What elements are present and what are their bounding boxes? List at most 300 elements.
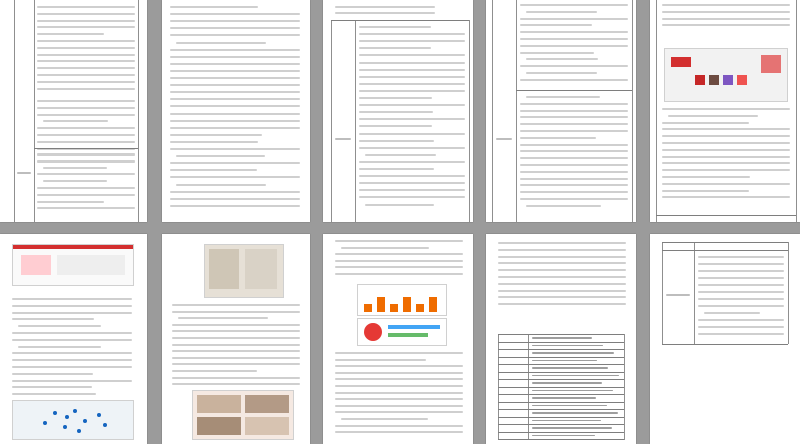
text-line [359,83,465,85]
table-rule [498,402,624,403]
text-line [43,167,107,169]
text-line [335,352,463,354]
text-line [170,84,300,86]
text-line [365,154,436,156]
text-line [498,262,626,264]
text-line [520,38,628,40]
table-cell [532,435,595,437]
text-line [698,256,784,258]
text-line [170,56,300,58]
text-line [37,47,135,49]
text-line [704,312,760,314]
text-line [170,176,300,178]
text-line [359,26,431,28]
text-line [172,383,300,385]
table-rule [498,379,624,380]
table-vrule [355,20,356,222]
text-line [359,40,465,42]
text-line [170,20,300,22]
text-line [359,125,432,127]
text-line [698,270,784,272]
text-line [12,386,92,388]
text-line [662,24,790,26]
text-line [662,190,749,192]
chart-panel [388,325,440,329]
text-line [520,31,628,33]
table-cell [532,427,612,429]
table-cell [532,420,601,422]
text-line [520,137,596,139]
text-line [12,373,93,375]
text-line [37,141,135,143]
text-line [178,317,268,319]
table-vrule [656,0,657,222]
text-line [12,332,132,334]
text-line [37,20,135,22]
dashboard-panel [57,255,125,275]
text-line [12,339,132,341]
text-line [359,47,431,49]
banner-tile [709,75,719,85]
table-cell [532,405,607,407]
text-line [170,77,300,79]
page-8[interactable] [323,234,473,444]
text-line [498,276,626,278]
text-line [662,169,790,171]
text-line [662,183,790,185]
text-line [172,337,300,339]
text-line [170,141,258,143]
text-line [359,90,465,92]
page-4[interactable] [486,0,636,222]
row-label [496,138,512,140]
table-rule [656,215,796,216]
table-cell [532,382,602,384]
table-rule [498,394,624,395]
text-line [520,4,628,6]
text-line [698,319,784,321]
text-line [662,135,790,137]
text-line [498,296,626,298]
text-line [170,13,300,15]
text-line [170,70,300,72]
table-vrule [469,20,470,222]
table-rule [498,409,624,410]
map-marker [43,421,47,425]
text-line [37,67,135,69]
text-line [172,311,300,313]
text-line [698,291,784,293]
map-marker [83,419,87,423]
page-3[interactable] [323,0,473,222]
text-line [359,76,465,78]
text-line [170,205,300,207]
text-line [335,411,463,413]
table-rule [331,20,469,21]
text-line [359,182,465,184]
table-vrule [14,0,15,222]
text-line [520,45,628,47]
text-line [43,180,107,182]
text-line [520,110,628,112]
table-vrule [788,242,789,344]
text-line [498,242,626,244]
text-line [520,178,628,180]
text-line [170,120,300,122]
text-line [170,34,300,36]
photo-collage [192,390,294,440]
text-line [172,344,300,346]
table-rule [498,439,624,440]
photo-panel [245,249,277,289]
text-line [335,240,463,242]
text-line [172,350,300,352]
text-line [498,303,626,305]
text-line [526,72,597,74]
text-line [12,359,132,361]
page-10[interactable] [650,234,800,444]
text-line [37,60,135,62]
text-line [498,283,626,285]
text-line [359,118,465,120]
text-line [662,4,790,6]
table-vrule [516,0,517,222]
text-line [520,130,628,132]
text-line [359,161,465,163]
chart-bar [429,297,437,312]
text-line [359,133,465,135]
text-line [37,88,135,90]
table-rule [662,250,788,251]
text-line [335,372,463,374]
text-line [170,113,300,115]
text-line [37,33,104,35]
collage-cell [245,417,289,435]
text-line [37,134,135,136]
text-line [12,393,96,395]
text-line [341,247,429,249]
table-rule [498,387,624,388]
text-line [359,54,465,56]
dashboard-screenshot [12,244,134,286]
text-line [498,249,626,251]
text-line [18,325,101,327]
chart-figure [357,284,447,316]
text-line [520,157,628,159]
page-6[interactable] [0,234,147,444]
text-line [172,377,300,379]
dashboard-panel [21,255,51,275]
text-line [662,18,790,20]
text-line [662,156,790,158]
table-rule [34,148,138,149]
text-line [170,148,300,150]
text-line [172,330,300,332]
text-line [170,191,300,193]
text-line [526,58,598,60]
chart-bar [390,304,398,312]
text-line [170,169,257,171]
text-line [520,191,628,193]
table-rule [662,242,788,243]
text-line [37,40,135,42]
text-line [172,370,257,372]
collage-cell [245,395,289,413]
map-marker [63,425,67,429]
text-line [359,175,465,177]
banner-tile [737,75,747,85]
text-line [170,63,300,65]
table-cell [532,375,619,377]
text-line [520,18,628,20]
text-line [341,418,428,420]
text-line [172,304,300,306]
text-line [359,168,434,170]
text-line [359,104,465,106]
text-line [37,81,135,83]
text-line [176,42,266,44]
text-line [698,305,784,307]
table-cell [532,345,603,347]
row-label [666,294,690,296]
table-rule [516,90,632,91]
table-rule [498,417,624,418]
text-line [176,184,266,186]
table-rule [498,349,624,350]
text-line [12,305,132,307]
table-cell [532,337,592,339]
text-line [37,153,135,155]
text-line [170,162,300,164]
text-line [520,116,628,118]
chart-bar [377,297,385,312]
table-cell [532,390,613,392]
text-line [698,298,784,300]
text-line [170,98,300,100]
text-line [172,357,300,359]
text-line [520,150,628,152]
text-line [335,431,463,433]
map-marker [73,409,77,413]
text-line [526,11,597,13]
text-line [520,144,628,146]
text-line [520,65,628,67]
text-line [662,108,790,110]
text-line [359,140,434,142]
chart-figure [357,318,447,346]
text-line [37,201,104,203]
text-line [37,207,135,209]
table-rule [498,372,624,373]
banner-tile [723,75,733,85]
text-line [37,107,135,109]
table-cell [532,360,597,362]
text-line [335,6,435,8]
text-line [335,378,463,380]
text-line [668,115,758,117]
text-line [37,194,135,196]
text-line [335,266,463,268]
map-marker [53,411,57,415]
text-line [12,298,132,300]
map-marker [103,423,107,427]
text-line [172,324,300,326]
text-line [359,69,465,71]
text-line [520,171,628,173]
table-vrule [138,0,139,222]
table-rule [498,432,624,433]
text-line [359,111,433,113]
table-vrule [662,242,663,344]
map-image [12,400,134,440]
text-line [662,11,790,13]
text-line [37,100,135,102]
photo-panel [209,249,239,289]
text-line [335,273,463,275]
text-line [12,318,94,320]
table-cell [532,367,608,369]
text-line [37,74,135,76]
text-line [698,333,784,335]
text-line [520,79,628,81]
table-vrule [331,20,332,222]
table-rule [498,334,624,335]
page-9[interactable] [486,234,636,444]
text-line [662,162,790,164]
map-marker [97,413,101,417]
text-line [662,196,790,198]
chart-panel [388,333,428,337]
text-line [526,205,601,207]
text-line [170,6,258,8]
photo-image [204,244,284,298]
text-line [37,26,135,28]
chart-bar [364,304,372,312]
text-line [520,24,592,26]
text-line [498,269,626,271]
text-line [335,398,463,400]
text-line [662,142,790,144]
text-line [37,54,135,56]
text-line [170,127,300,129]
table-rule [498,424,624,425]
page-5[interactable] [650,0,800,222]
text-line [170,27,300,29]
text-line [698,326,784,328]
text-line [365,204,434,206]
table-rule [498,357,624,358]
banner-screenshot [664,48,788,102]
text-line [335,405,463,407]
text-line [662,128,790,130]
table-rule [498,342,624,343]
table-cell [532,352,614,354]
chart-bar [416,304,424,312]
text-line [170,91,300,93]
banner-star [761,55,781,73]
text-line [698,263,784,265]
text-line [335,253,463,255]
text-line [37,127,135,129]
text-line [662,176,750,178]
text-line [170,105,300,107]
text-line [520,198,628,200]
text-line [37,6,135,8]
map-marker [77,429,81,433]
table-cell [532,397,596,399]
text-line [170,134,262,136]
text-line [176,155,265,157]
page-2[interactable] [162,0,310,222]
text-line [335,365,463,367]
text-line [498,290,626,292]
text-line [526,96,600,98]
text-line [335,359,426,361]
table-rule [498,364,624,365]
text-line [520,103,628,105]
text-line [37,173,135,175]
text-line [172,363,300,365]
text-line [698,277,784,279]
text-line [37,160,135,162]
text-line [335,392,463,394]
collage-cell [197,417,241,435]
table-rule [662,344,788,345]
banner-tile [695,75,705,85]
text-line [170,49,300,51]
text-line [335,385,463,387]
text-line [698,284,784,286]
table-vrule [34,0,35,222]
donut-chart [364,323,382,341]
page-7[interactable] [162,234,310,444]
row-label [335,138,351,140]
table-vrule [796,0,797,222]
text-line [37,114,135,116]
text-line [12,312,132,314]
text-line [359,62,465,64]
text-line [335,12,435,14]
text-line [170,198,300,200]
text-line [359,196,465,198]
table-vrule [694,242,695,344]
text-line [520,184,628,186]
text-line [335,425,463,427]
text-line [12,352,132,354]
text-line [37,187,135,189]
table-cell [532,412,618,414]
text-line [12,380,132,382]
text-line [43,120,108,122]
row-label [17,172,31,174]
text-line [662,122,749,124]
text-line [359,97,432,99]
table-vrule [624,334,625,440]
banner-red-block [671,57,691,67]
chart-bar [403,297,411,312]
text-line [359,189,465,191]
page-1[interactable] [0,0,147,222]
text-line [335,260,463,262]
text-line [662,149,790,151]
text-line [520,123,628,125]
collage-cell [197,395,241,413]
text-line [12,366,132,368]
table-vrule [632,0,633,222]
text-line [37,13,135,15]
text-line [359,147,465,149]
text-line [520,164,628,166]
